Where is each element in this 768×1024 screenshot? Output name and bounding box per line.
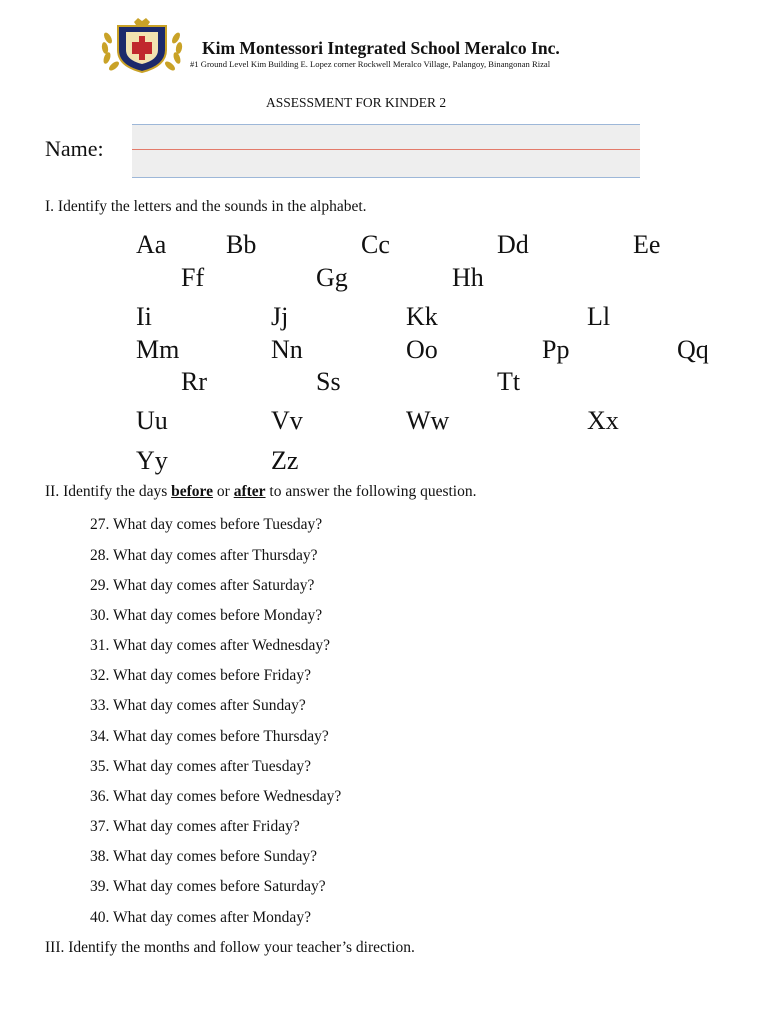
question-34: 34. What day comes before Thursday?: [90, 728, 329, 745]
letter-ff: Ff: [181, 263, 205, 292]
school-name: Kim Montessori Integrated School Meralco Inc.: [202, 38, 560, 58]
letter-nn: Nn: [271, 335, 303, 364]
question-35: 35. What day comes after Tuesday?: [90, 758, 311, 775]
question-29: 29. What day comes after Saturday?: [90, 577, 315, 594]
question-27: 27. What day comes before Tuesday?: [90, 516, 323, 533]
letter-ee: Ee: [633, 230, 661, 259]
question-37: 37. What day comes after Friday?: [90, 818, 300, 835]
name-writing-field[interactable]: [132, 124, 640, 178]
letter-kk: Kk: [406, 302, 438, 331]
letter-ss: Ss: [316, 367, 341, 396]
section-2-instruction: [45, 483, 477, 501]
question-38: 38. What day comes before Sunday?: [90, 848, 317, 865]
name-field-midline: [132, 149, 640, 150]
school-address: #1 Ground Level Kim Building E. Lopez corner Rockwell Meralco Village, Palangoy, Binangonan Rizal: [190, 59, 551, 69]
letter-rr: Rr: [181, 367, 207, 396]
letter-zz: Zz: [271, 446, 299, 475]
section-3-instruction: III. Identify the months and follow your teacher’s direction.: [45, 939, 415, 956]
question-33: 33. What day comes after Sunday?: [90, 697, 306, 714]
section-2-or: or: [213, 483, 234, 500]
letter-yy: Yy: [136, 446, 168, 475]
keyword-after: after: [233, 483, 266, 500]
letter-cc: Cc: [361, 230, 390, 259]
section-2-suffix: to answer the following question.: [265, 483, 477, 500]
question-36: 36. What day comes before Wednesday?: [90, 788, 342, 805]
letter-ll: Ll: [587, 302, 611, 331]
letter-tt: Tt: [497, 367, 521, 396]
question-40: 40. What day comes after Monday?: [90, 909, 311, 926]
letter-hh: Hh: [452, 263, 484, 292]
section-1-instruction: I. Identify the letters and the sounds in the alphabet.: [45, 198, 367, 215]
question-31: 31. What day comes after Wednesday?: [90, 637, 331, 654]
question-30: 30. What day comes before Monday?: [90, 607, 323, 624]
letter-ii: Ii: [136, 302, 152, 331]
section-2-prefix: II. Identify the days: [45, 483, 172, 500]
question-39: 39. What day comes before Saturday?: [90, 878, 326, 895]
letter-aa: Aa: [136, 230, 167, 259]
letter-dd: Dd: [497, 230, 529, 259]
keyword-before: before: [171, 483, 214, 500]
letter-bb: Bb: [226, 230, 257, 259]
name-label: Name:: [45, 136, 104, 161]
letter-qq: Qq: [677, 335, 709, 364]
letter-gg: Gg: [316, 263, 348, 292]
letter-jj: Jj: [271, 302, 289, 331]
letter-mm: Mm: [136, 335, 180, 364]
letter-vv: Vv: [271, 406, 303, 435]
letter-pp: Pp: [542, 335, 570, 364]
question-32: 32. What day comes before Friday?: [90, 667, 311, 684]
question-28: 28. What day comes after Thursday?: [90, 547, 318, 564]
school-crest-icon: [98, 16, 186, 74]
letter-ww: Ww: [406, 406, 450, 435]
letter-uu: Uu: [136, 406, 168, 435]
letter-oo: Oo: [406, 335, 438, 364]
letter-xx: Xx: [587, 406, 619, 435]
document-title: ASSESSMENT FOR KINDER 2: [266, 95, 447, 110]
